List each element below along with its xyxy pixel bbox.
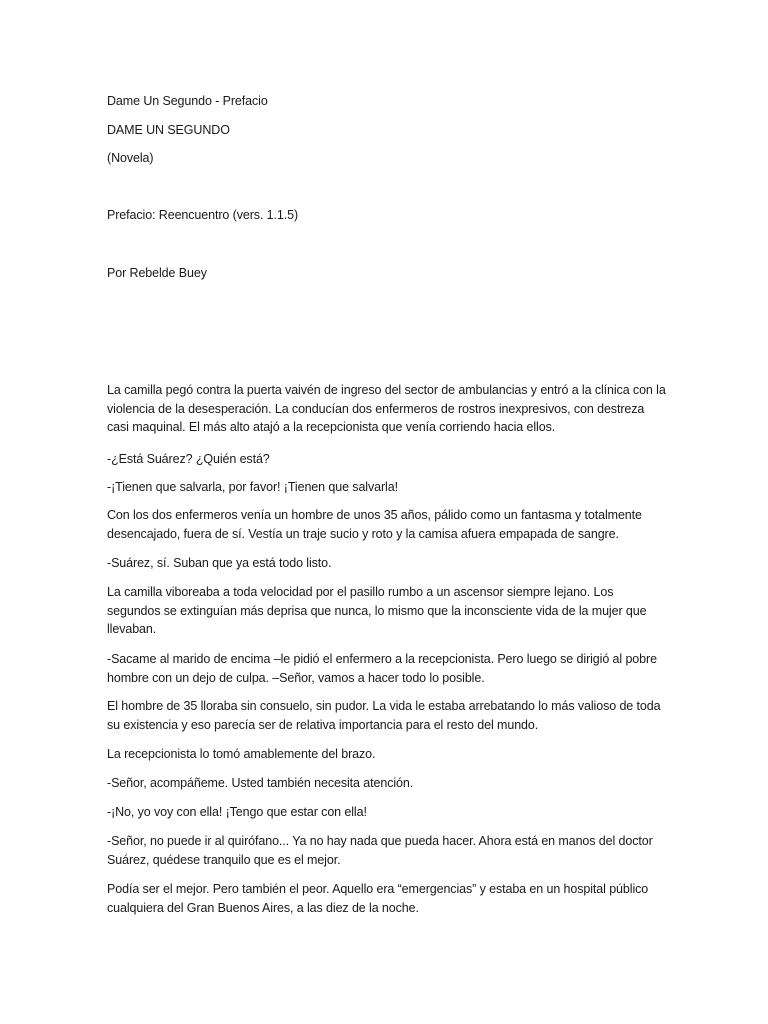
paragraph-8: El hombre de 35 lloraba sin consuelo, sin pudor. La vida le estaba arrebatando lo más valioso de toda su existencia y eso parecía ser de relativa importancia para el resto del mundo. [107,699,661,732]
paragraph-11: -¡No, yo voy con ella! ¡Tengo que estar con ella! [107,805,367,819]
paragraph-3: -¡Tienen que salvarla, por favor! ¡Tienen que salvarla! [107,480,398,494]
novel-title-line: DAME UN SEGUNDO [107,123,230,137]
paragraph-13: Podía ser el mejor. Pero también el peor. Aquello era “emergencias” y estaba en un hospital público cualquiera del Gran Buenos Aires, a las diez de la noche. [107,882,649,915]
doc-title-line: Dame Un Segundo - Prefacio [107,94,268,108]
author-byline [107,264,667,282]
paragraph-2: -¿Está Suárez? ¿Quién está? [107,452,270,466]
paragraph-6: La camilla viboreaba a toda velocidad por el pasillo rumbo a un ascensor siempre lejano. Los segundos se extinguían más deprisa que nunca, lo mismo que la inconsciente vida de la mujer que llevaban. [107,585,647,636]
paragraph-5: -Suárez, sí. Suban que ya está todo listo. [107,556,332,570]
paragraph-4: Con los dos enfermeros venía un hombre de unos 35 años, pálido como un fantasma y totalmente desencajado, fuera de sí. Vestía un traje sucio y roto y la camisa afuera empapada de sangre. [107,508,642,541]
paragraph-10: -Señor, acompáñeme. Usted también necesita atención. [107,776,414,790]
chapter-line: Prefacio: Reencuentro (vers. 1.1.5) [107,208,299,222]
genre-label [107,149,667,167]
author-line: Por Rebelde Buey [107,266,207,280]
document-title [107,92,667,110]
novel-title [107,121,667,139]
genre-line: (Novela) [107,151,154,165]
paragraph-7: -Sacame al marido de encima –le pidió el enfermero a la recepcionista. Pero luego se dirigió al pobre hombre con un dejo de culpa. –Señor, vamos a hacer todo lo posible. [107,652,657,685]
paragraph-9: La recepcionista lo tomó amablemente del brazo. [107,747,376,761]
chapter-heading [107,206,667,224]
paragraph-1: La camilla pegó contra la puerta vaivén de ingreso del sector de ambulancias y entró a la clínica con la violencia de la desesperación. La conducían dos enfermeros de rostros inexpresivos, con destreza casi maquinal. El más alto atajó a la recepcionista que venía corriendo hacia ellos. [107,383,666,434]
paragraph-12: -Señor, no puede ir al quirófano... Ya no hay nada que pueda hacer. Ahora está en manos del doctor Suárez, quédese tranquilo que es el mejor. [107,834,653,867]
